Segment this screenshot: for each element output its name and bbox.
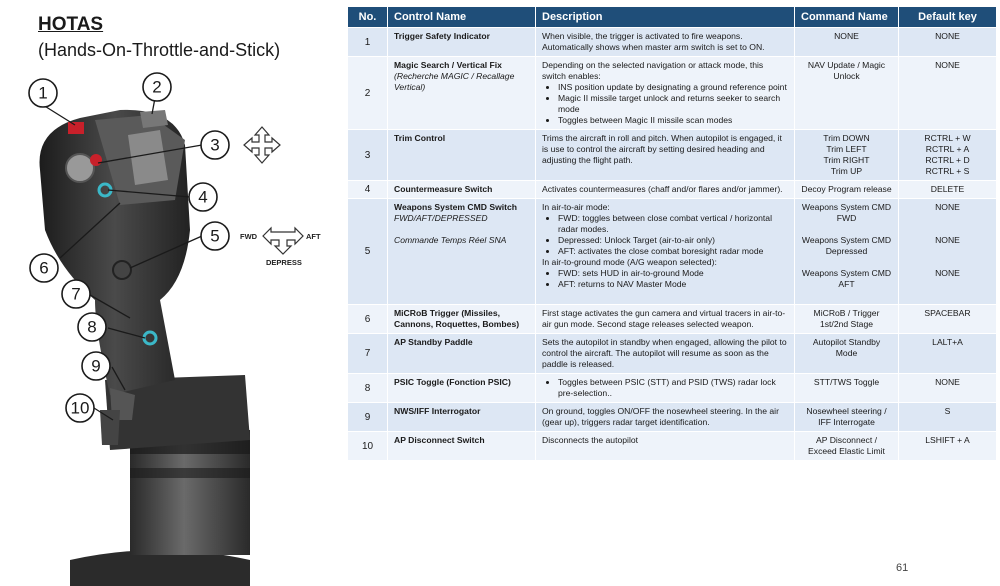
description-bullet-list (542, 82, 788, 126)
description-text: On ground, toggles ON/OFF the nosewheel steering. In the air (gear up), triggers radar target identification. (542, 406, 779, 427)
cell-description (536, 28, 795, 57)
cell-description (536, 374, 795, 403)
description-bullet-list (542, 213, 788, 257)
cell-description (536, 57, 795, 130)
default-key-text: NONE (935, 377, 960, 387)
command-name-text: Trim DOWN (823, 133, 870, 143)
col-header-description: Description (536, 7, 795, 28)
description-bullet: • INS position update by designating a ground reference point (558, 82, 788, 93)
cell-control-name (388, 28, 536, 57)
cell-command-name (795, 374, 899, 403)
default-key-text: NONE (935, 31, 960, 41)
weapons-system-cmd-switch (113, 261, 131, 279)
control-name-subtitle: Commande Temps Réel SNA (394, 235, 507, 245)
description-bullet-list (542, 268, 788, 290)
table-header-row (348, 7, 997, 28)
cell-control-name (388, 181, 536, 199)
cell-no: 4 (348, 181, 388, 199)
command-name-text: Nosewheel steering / IFF Interrogate (806, 406, 887, 427)
cell-default-key (899, 305, 997, 334)
cell-default-key (899, 199, 997, 305)
cell-control-name (388, 305, 536, 334)
default-key-text: NONE (935, 268, 960, 278)
hotas-controls-table (347, 6, 997, 461)
cell-no: 6 (348, 305, 388, 334)
default-key-text: RCTRL + W (924, 133, 971, 143)
cell-command-name (795, 199, 899, 305)
command-name-text: Trim LEFT (826, 144, 867, 154)
default-key-text: RCTRL + D (925, 155, 970, 165)
stick-base (70, 550, 250, 586)
table-row (348, 181, 997, 199)
cell-control-name (388, 432, 536, 461)
table-row (348, 305, 997, 334)
callout-number: 8 (87, 317, 97, 337)
cell-no: 2 (348, 57, 388, 130)
callout-2 (143, 73, 171, 101)
command-name-text: Trim RIGHT (823, 155, 870, 165)
cell-control-name (388, 130, 536, 181)
cell-control-name (388, 57, 536, 130)
control-name-text: Trigger Safety Indicator (394, 31, 490, 41)
cell-default-key (899, 432, 997, 461)
default-key-text: DELETE (930, 184, 965, 194)
cell-no: 8 (348, 374, 388, 403)
description-text: Depending on the selected navigation or attack mode, this switch enables: (542, 60, 764, 81)
control-name-subtitle: FWD/AFT/DEPRESSED (394, 213, 488, 223)
table-row (348, 432, 997, 461)
description-bullet: • AFT: returns to NAV Master Mode (558, 279, 788, 290)
callout-number: 3 (210, 135, 220, 155)
cell-control-name (388, 374, 536, 403)
page-number: 61 (896, 562, 909, 574)
default-key-text: NONE (935, 60, 960, 70)
page-subtitle: (Hands-On-Throttle-and-Stick) (38, 40, 281, 60)
callout-number: 2 (152, 77, 162, 97)
control-name-text: AP Disconnect Switch (394, 435, 485, 445)
description-bullet: • Depressed: Unlock Target (air-to-air only) (558, 235, 788, 246)
control-name-text: Weapons System CMD Switch (394, 202, 518, 212)
default-key-text: NONE (935, 202, 960, 212)
table-body (348, 28, 997, 461)
cell-command-name (795, 57, 899, 130)
command-name-text: AP Disconnect / Exceed Elastic Limit (808, 435, 885, 456)
callout-4 (189, 183, 217, 211)
default-key-text: SPACEBAR (924, 308, 971, 318)
col-header-no: No. (348, 7, 388, 28)
col-header-command-name: Command Name (795, 7, 899, 28)
command-name-text: Weapons System CMD FWD (801, 202, 892, 223)
description-text: Trims the aircraft in roll and pitch. When autopilot is engaged, it is use to control the aircraft by setting desired heading and adjusting the flight path. (542, 133, 782, 165)
table-row (348, 403, 997, 432)
table-row (348, 28, 997, 57)
hotas-controls-table-wrap (347, 6, 996, 461)
description-text: Activates countermeasures (chaff and/or flares and/or jammer). (542, 184, 783, 194)
callout-number: 5 (210, 226, 220, 246)
cell-description (536, 199, 795, 305)
fwd-label: FWD (240, 232, 258, 241)
cell-description (536, 334, 795, 374)
callout-5 (201, 222, 229, 250)
control-name-text: AP Standby Paddle (394, 337, 473, 347)
cell-control-name (388, 199, 536, 305)
cell-control-name (388, 403, 536, 432)
command-name-text: NAV Update / Magic Unlock (807, 60, 886, 81)
description-text: In air-to-ground mode (A/G weapon selected): (542, 257, 717, 267)
cell-default-key (899, 334, 997, 374)
cell-command-name (795, 305, 899, 334)
callout-8 (78, 313, 106, 341)
cell-no: 10 (348, 432, 388, 461)
control-name-text: Countermeasure Switch (394, 184, 493, 194)
aft-label: AFT (306, 232, 321, 241)
default-key-text: RCTRL + S (925, 166, 970, 176)
cell-no: 3 (348, 130, 388, 181)
callout-number: 9 (91, 356, 101, 376)
callout-number: 4 (198, 187, 208, 207)
default-key-text: NONE (935, 235, 960, 245)
description-bullet: • Toggles between Magic II missile scan modes (558, 115, 788, 126)
cell-no: 5 (348, 199, 388, 305)
default-key-text: RCTRL + A (925, 144, 970, 154)
control-name-text: MiCRoB Trigger (Missiles, Cannons, Roquettes, Bombes) (394, 308, 520, 329)
page-title: HOTAS (38, 14, 104, 35)
control-name-text: NWS/IFF Interrogator (394, 406, 481, 416)
cell-default-key (899, 130, 997, 181)
control-name-text: Magic Search / Vertical Fix (394, 60, 502, 70)
table-row (348, 57, 997, 130)
joystick-illustration (0, 0, 345, 586)
command-name-text: MiCRoB / Trigger 1st/2nd Stage (813, 308, 880, 329)
control-name-text: Trim Control (394, 133, 446, 143)
callout-number: 6 (39, 258, 49, 278)
callout-6 (30, 254, 58, 282)
magic-search-switch (140, 110, 168, 128)
description-text: First stage activates the gun camera and virtual tracers in air-to-air gun mode. Second stage releases selected weapon. (542, 308, 786, 329)
cell-default-key (899, 57, 997, 130)
command-name-text: Trim UP (830, 166, 863, 176)
cell-no: 9 (348, 403, 388, 432)
col-header-control-name: Control Name (388, 7, 536, 28)
description-bullet: • FWD: toggles between close combat vertical / horizontal radar modes. (558, 213, 788, 235)
cell-no: 1 (348, 28, 388, 57)
default-key-text: LALT+A (932, 337, 963, 347)
table-row (348, 334, 997, 374)
cell-command-name (795, 28, 899, 57)
callout-3 (201, 131, 229, 159)
command-name-text: NONE (834, 31, 859, 41)
description-text: Sets the autopilot in standby when engaged, allowing the pilot to control the aircraft. The autopilot will resume as soon as the paddle is released. (542, 337, 787, 369)
callout-number: 10 (70, 398, 90, 418)
callout-1 (29, 79, 57, 107)
description-bullet-list (542, 377, 788, 399)
callout-10 (66, 394, 94, 422)
cell-command-name (795, 130, 899, 181)
cell-command-name (795, 334, 899, 374)
table-row (348, 374, 997, 403)
command-name-text: Autopilot Standby Mode (812, 337, 881, 358)
description-bullet: • AFT: activates the close combat boresight radar mode (558, 246, 788, 257)
cell-control-name (388, 334, 536, 374)
trim-control-hat (66, 154, 94, 182)
callout-number: 1 (38, 83, 48, 103)
table-row (348, 199, 997, 305)
description-text: Disconnects the autopilot (542, 435, 639, 445)
callout-number: 7 (71, 284, 81, 304)
cell-default-key (899, 374, 997, 403)
col-header-default-key: Default key (899, 7, 997, 28)
depress-label: DEPRESS (266, 258, 302, 267)
description-bullet: • Toggles between PSIC (STT) and PSID (TWS) radar lock pre-selection.. (558, 377, 788, 399)
cell-description (536, 130, 795, 181)
command-name-text: Weapons System CMD Depressed (801, 235, 892, 256)
description-text: When visible, the trigger is activated to fire weapons. Automatically shows when master arm switch is set to ON. (542, 31, 765, 52)
table-row (348, 130, 997, 181)
control-name-text: PSIC Toggle (Fonction PSIC) (394, 377, 511, 387)
cell-description (536, 403, 795, 432)
four-way-arrows-icon (244, 127, 280, 163)
default-key-text: S (944, 406, 951, 416)
cell-command-name (795, 403, 899, 432)
default-key-text: LSHIFT + A (925, 435, 970, 445)
cell-description (536, 181, 795, 199)
command-name-text: STT/TWS Toggle (813, 377, 880, 387)
description-bullet: • FWD: sets HUD in air-to-ground Mode (558, 268, 788, 279)
cell-command-name (795, 181, 899, 199)
fwd-aft-depress-arrows-icon (263, 228, 303, 254)
description-bullet: • Magic II missile target unlock and returns seeker to search mode (558, 93, 788, 115)
callout-9 (82, 352, 110, 380)
cell-description (536, 305, 795, 334)
cell-description (536, 432, 795, 461)
cell-default-key (899, 28, 997, 57)
cell-no: 7 (348, 334, 388, 374)
description-text: In air-to-air mode: (542, 202, 610, 212)
command-name-text: Decoy Program release (801, 184, 892, 194)
cell-default-key (899, 403, 997, 432)
left-panel (0, 0, 345, 586)
control-name-subtitle: (Recherche MAGIC / Recallage Vertical) (394, 71, 515, 92)
callout-7 (62, 280, 90, 308)
cell-default-key (899, 181, 997, 199)
command-name-text: Weapons System CMD AFT (801, 268, 892, 289)
cell-command-name (795, 432, 899, 461)
trigger-safety-indicator (68, 122, 84, 134)
